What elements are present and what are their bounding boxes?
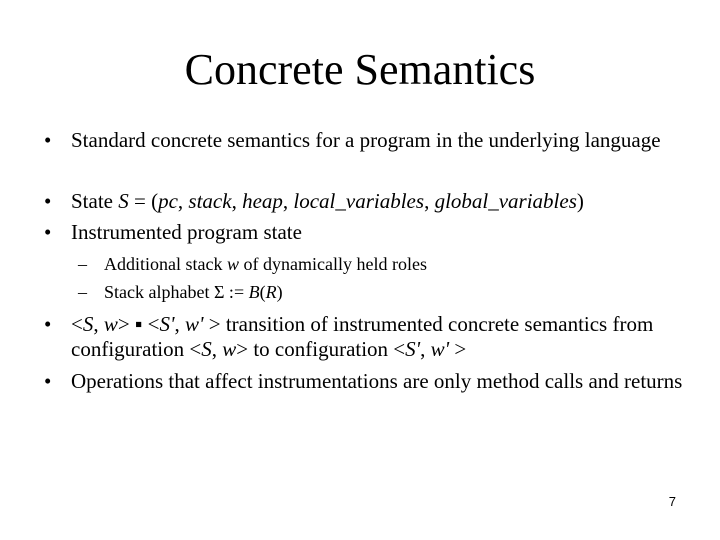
bullet-marker: • — [44, 128, 52, 152]
slide-title: Concrete Semantics — [184, 45, 536, 94]
bullet-item — [44, 312, 701, 362]
bullet-item — [44, 220, 701, 245]
bullet-item — [44, 128, 701, 153]
sub-bullet-item — [78, 253, 704, 275]
bullet-text: Standard concrete semantics for a program in the underlying language — [71, 128, 661, 152]
bullet-item — [44, 369, 701, 394]
bullet-text: Operations that affect instrumentations are only method calls and returns — [71, 369, 683, 393]
bullet-text: <S, w> ▪ <S', w' > transition of instrumented concrete semantics from configuration <S, w> to configuration <S', w' > — [71, 312, 654, 361]
sub-bullet-marker: – — [78, 282, 87, 302]
sub-bullet-marker: – — [78, 254, 87, 274]
sub-bullet-text: Stack alphabet Σ := B(R) — [104, 282, 283, 302]
bullet-marker: • — [44, 312, 52, 336]
sub-bullet-text: Additional stack w of dynamically held roles — [104, 254, 427, 274]
bullet-marker: • — [44, 220, 52, 244]
bullet-text: Instrumented program state — [71, 220, 302, 244]
bullet-item — [44, 189, 701, 214]
page-number: 7 — [668, 494, 676, 509]
bullet-text: State S = (pc, stack, heap, local_variables, global_variables) — [71, 189, 584, 213]
bullet-marker: • — [44, 369, 52, 393]
bullet-marker: • — [44, 189, 52, 213]
sub-bullet-item — [78, 281, 704, 303]
